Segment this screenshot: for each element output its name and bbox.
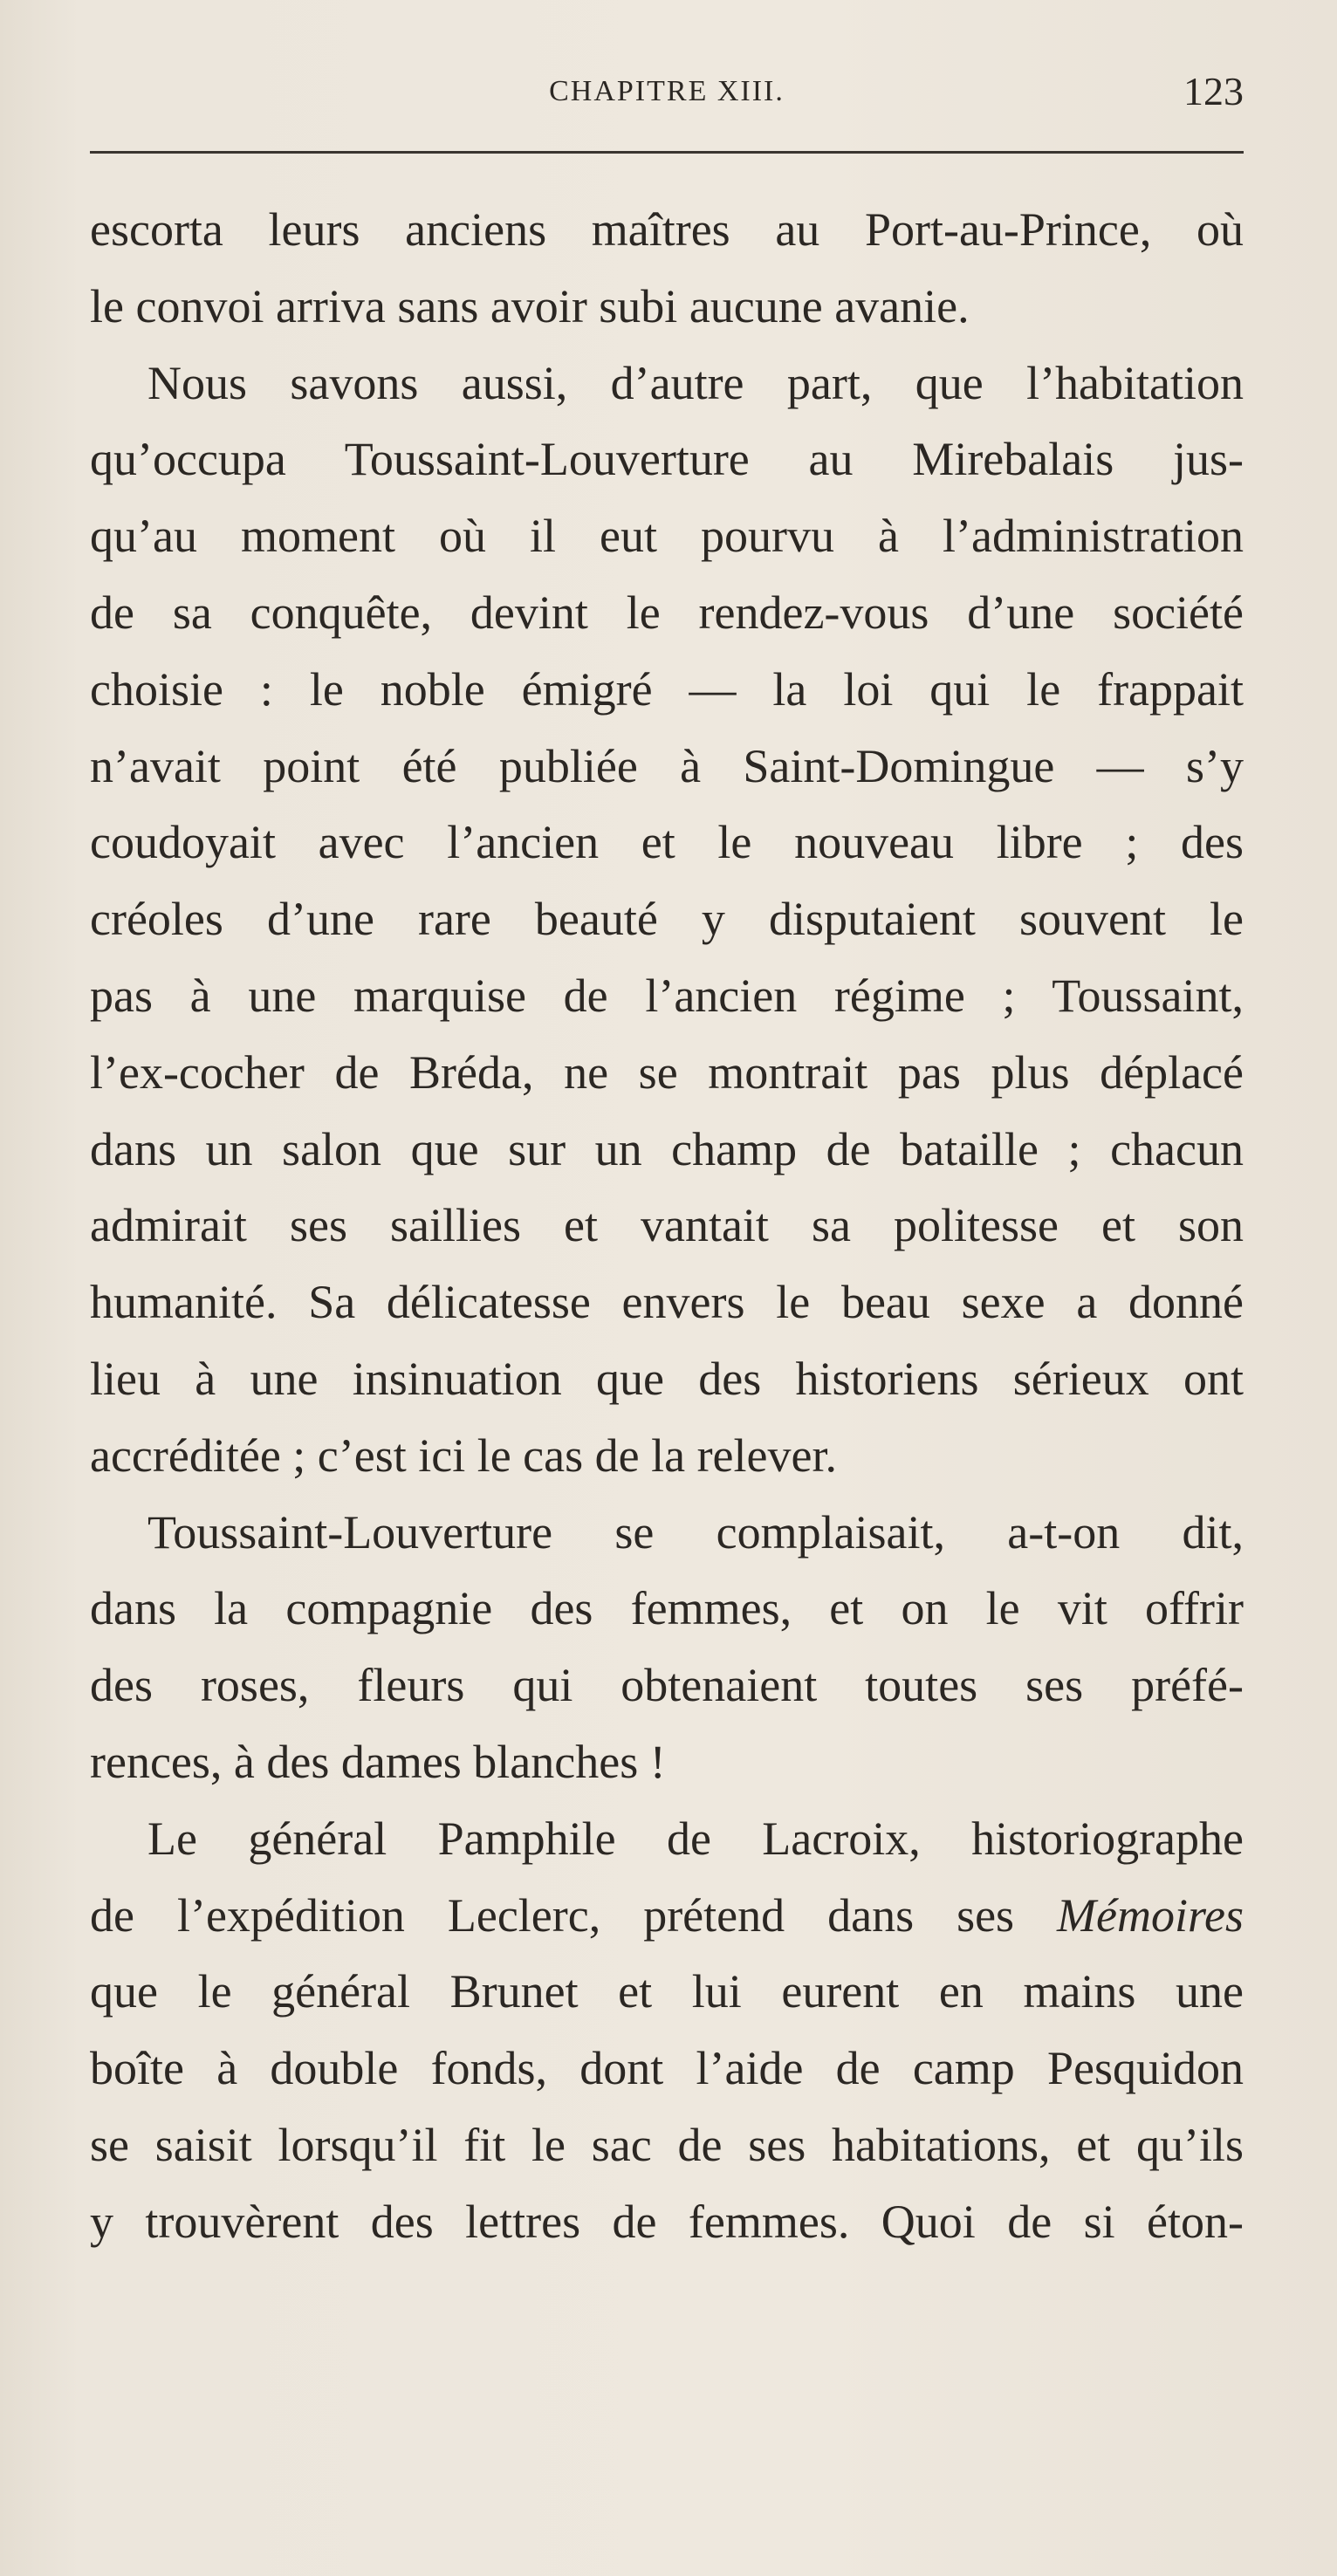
text-line: escorta leurs anciens maîtres au Port-au-Prince, où bbox=[90, 203, 1244, 256]
text-line: créoles d’une rare beauté y disputaient souvent le bbox=[90, 893, 1244, 946]
text-segment: de l’expédition Leclerc, prétend dans ses bbox=[90, 1888, 1015, 1942]
text-line: pas à une marquise de l’ancien régime ; Toussaint, bbox=[90, 969, 1244, 1022]
running-title: CHAPITRE XIII. bbox=[549, 75, 785, 107]
page-header bbox=[90, 68, 1244, 120]
text-line: des roses, fleurs qui obtenaient toutes ses préfé- bbox=[90, 1659, 1244, 1712]
text-line: qu’au moment où il eut pourvu à l’administration bbox=[90, 510, 1244, 563]
text-line-with-italic bbox=[90, 1878, 1244, 1955]
text-line: humanité. Sa délicatesse envers le beau sexe a donné bbox=[90, 1276, 1244, 1329]
text-line: choisie : le noble émigré — la loi qui le frappait bbox=[90, 662, 1244, 716]
text-line: rences, à des dames blanches ! bbox=[90, 1735, 666, 1788]
text-line: Toussaint-Louverture se complaisait, a-t-on dit, bbox=[147, 1505, 1244, 1559]
text-line: admirait ses saillies et vantait sa politesse et son bbox=[90, 1199, 1244, 1252]
text-line: lieu à une insinuation que des historiens sérieux ont bbox=[90, 1352, 1244, 1405]
text-line: dans la compagnie des femmes, et on le vit offrir bbox=[90, 1582, 1244, 1635]
text-line: coudoyait avec l’ancien et le nouveau libre ; des bbox=[90, 816, 1244, 869]
text-line: l’ex-cocher de Bréda, ne se montrait pas plus déplacé bbox=[90, 1045, 1244, 1099]
header-rule bbox=[90, 151, 1244, 154]
text-line: que le général Brunet et lui eurent en mains une bbox=[90, 1965, 1244, 2018]
italic-title: Mémoires bbox=[1057, 1888, 1244, 1942]
text-line: accréditée ; c’est ici le cas de la relever. bbox=[90, 1428, 837, 1482]
text-line: y trouvèrent des lettres de femmes. Quoi de si éton- bbox=[90, 2195, 1244, 2248]
text-line: qu’occupa Toussaint-Louverture au Mirebalais jus- bbox=[90, 433, 1244, 486]
text-line: boîte à double fonds, dont l’aide de camp Pesquidon bbox=[90, 2042, 1244, 2095]
text-line: se saisit lorsqu’il fit le sac de ses habitations, et qu’ils bbox=[90, 2118, 1244, 2171]
text-line: dans un salon que sur un champ de bataille ; chacun bbox=[90, 1122, 1244, 1175]
text-line: de sa conquête, devint le rendez-vous d’une société bbox=[90, 586, 1244, 639]
body-text bbox=[90, 192, 1244, 2261]
text-line: n’avait point été publiée à Saint-Domingue — s’y bbox=[90, 739, 1244, 792]
text-line: Le général Pamphile de Lacroix, historiographe bbox=[147, 1812, 1244, 1865]
text-line: le convoi arriva sans avoir subi aucune avanie. bbox=[90, 279, 970, 332]
text-line: Nous savons aussi, d’autre part, que l’habitation bbox=[147, 356, 1244, 409]
page-number: 123 bbox=[1183, 69, 1244, 113]
